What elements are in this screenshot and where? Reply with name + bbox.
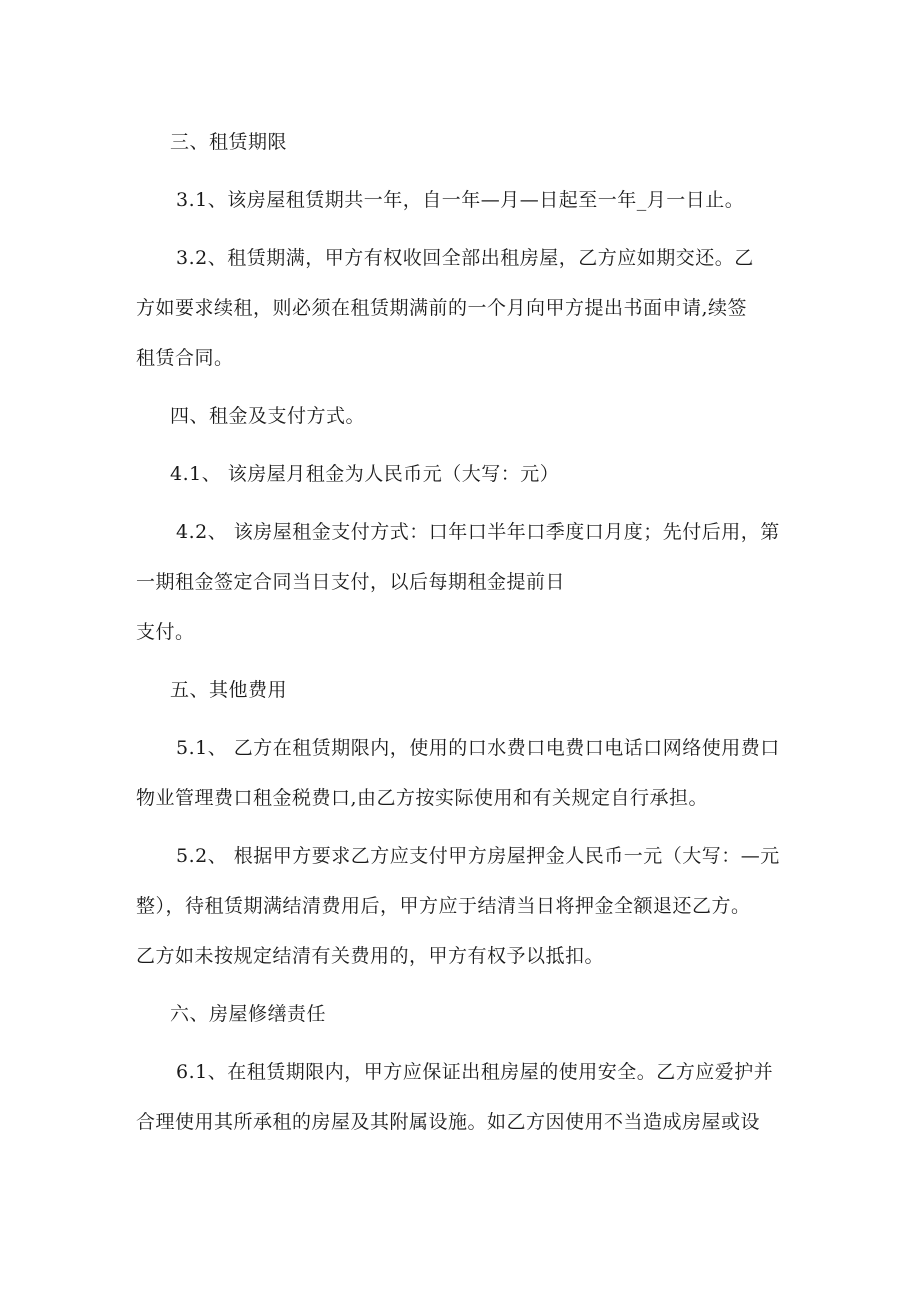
clause-5-2-line-3: 乙方如未按规定结清有关费用的，甲方有权予以抵扣。 xyxy=(136,945,605,967)
section-3-heading: 三、租赁期限 xyxy=(170,131,288,153)
clause-4-1: 4.1、 该房屋月租金为人民币元（大写：元） xyxy=(170,463,560,485)
clause-5-1-line-2: 物业管理费口租金税费口,由乙方按实际使用和有关规定自行承担。 xyxy=(136,787,709,809)
clause-3-2-line-1: 3.2、租赁期满，甲方有权收回全部出租房屋，乙方应如期交还。乙 xyxy=(176,247,754,269)
clause-4-2-line-1: 4.2、 该房屋租金支付方式：口年口半年口季度口月度；先付后用，第 xyxy=(176,521,780,543)
clause-4-2-line-2: 一期租金签定合同当日支付，以后每期租金提前日 xyxy=(136,571,566,593)
clause-3-1: 3.1、该房屋租赁期共一年，自一年—月—日起至一年_月一日止。 xyxy=(176,189,745,211)
section-4-heading: 四、租金及支付方式。 xyxy=(170,405,366,427)
section-6-heading: 六、房屋修缮责任 xyxy=(170,1003,327,1025)
clause-4-2-line-3: 支付。 xyxy=(136,621,195,643)
clause-5-2-line-1: 5.2、 根据甲方要求乙方应支付甲方房屋押金人民币一元（大写：—元 xyxy=(176,845,780,867)
section-5-heading: 五、其他费用 xyxy=(170,679,288,701)
clause-5-2-line-2: 整），待租赁期满结清费用后，甲方应于结清当日将押金全额退还乙方。 xyxy=(136,895,751,917)
clause-3-2-line-2: 方如要求续租，则必须在租赁期满前的一个月向甲方提出书面申请,续签 xyxy=(136,297,748,319)
clause-6-1-line-1: 6.1、在租赁期限内，甲方应保证出租房屋的使用安全。乙方应爱护并 xyxy=(176,1061,774,1083)
clause-3-2-line-3: 租赁合同。 xyxy=(136,347,234,369)
clause-5-1-line-1: 5.1、 乙方在租赁期限内，使用的口水费口电费口电话口网络使用费口 xyxy=(176,737,780,759)
clause-6-1-line-2: 合理使用其所承租的房屋及其附属设施。如乙方因使用不当造成房屋或设 xyxy=(136,1111,761,1133)
